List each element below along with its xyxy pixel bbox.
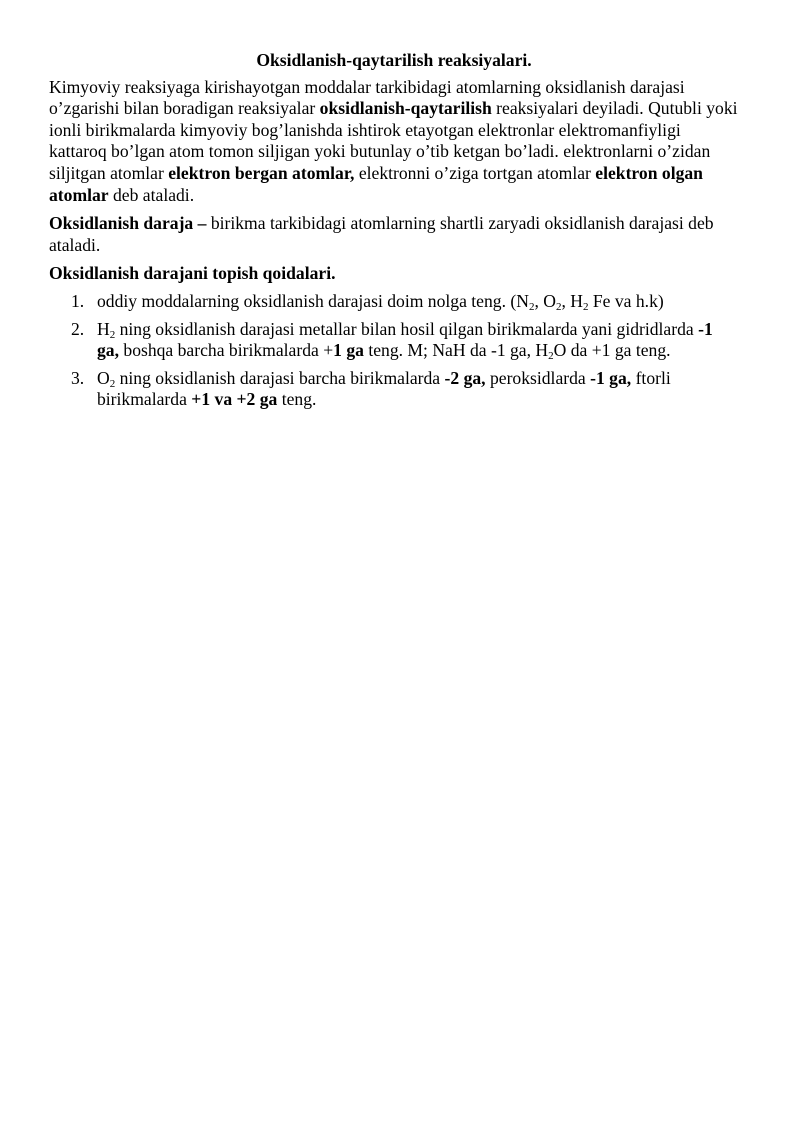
definition-term: Oksidlanish daraja – (49, 213, 207, 234)
rule-bold-value: +1 va +2 ga (191, 389, 278, 410)
rule-text: O da +1 ga teng. (553, 340, 671, 361)
rule-text: boshqa barcha birikmalarda + (119, 340, 334, 361)
rule-item (49, 291, 739, 313)
intro-bold-term: oksidlanish-qaytarilish (319, 98, 492, 119)
rules-heading: Oksidlanish darajani topish qoidalari. (49, 263, 336, 284)
intro-paragraph (49, 77, 739, 207)
rule-item (49, 319, 739, 362)
subscript: 2 (555, 300, 562, 313)
rule-text: ning oksidlanish darajasi barcha birikmalarda (115, 367, 445, 388)
rule-text: Fe va h.k) (588, 290, 664, 311)
rule-text: teng. M; NaH da -1 ga, H (363, 340, 549, 361)
intro-text: deb ataladi. (108, 184, 195, 205)
rule-item (49, 368, 739, 411)
definition-text: birikma tarkibidagi atomlarning shartli zaryadi oksidlanish darajasi deb ataladi. (49, 213, 714, 255)
subscript: 2 (548, 350, 554, 363)
rule-text: H (97, 318, 110, 339)
document-page (49, 50, 739, 417)
rule-bold-value: 1 ga (333, 340, 364, 361)
rules-list (49, 291, 739, 411)
intro-text: reaksiyalari deyiladi. Qutubli yoki ionli birikmalarda kimyoviy bog’lanishda ishtirok etayotgan elektronlar elektromanfiyligi kattaroq bo’lgan atom tomon siljigan yoki butunlay o’tib ketgan bo’ladi. elektronlarni o’zidan siljitgan atomlar (49, 98, 738, 183)
intro-bold-term: elektron olgan atomlar (49, 162, 703, 205)
subscript: 2 (582, 300, 589, 313)
rule-text: , O (534, 290, 556, 311)
subscript: 2 (109, 377, 116, 390)
rule-text: peroksidlarda (485, 367, 591, 388)
definition-paragraph (49, 213, 739, 256)
subscript: 2 (528, 300, 535, 313)
document-title: Oksidlanish-qaytarilish reaksiyalari. (256, 50, 532, 70)
rule-text: oddiy moddalarning oksidlanish darajasi doim nolga teng. (N (97, 290, 529, 311)
rule-number: 1. (71, 290, 85, 311)
rule-bold-value: -2 ga, (444, 367, 486, 388)
rule-text: ning oksidlanish darajasi metallar bilan hosil qilgan birikmalarda yani gidridlarda (115, 318, 699, 339)
rule-text: ftorli birikmalarda (97, 367, 671, 410)
rule-number: 3. (71, 367, 85, 388)
subscript: 2 (109, 328, 116, 341)
rule-bold-value: -1 ga, (97, 318, 713, 361)
rule-bold-value: -1 ga, (590, 367, 632, 388)
intro-text: Kimyoviy reaksiyaga kirishayotgan moddalar tarkibidagi atomlarning oksidlanish darajasi o’zgarishi bilan boradigan reaksiyalar (49, 76, 685, 119)
rule-number: 2. (71, 318, 85, 339)
rule-text: O (97, 367, 110, 388)
intro-text: elektronni o’ziga tortgan atomlar (354, 162, 596, 183)
rule-text: , H (561, 290, 583, 311)
intro-bold-term: elektron bergan atomlar, (168, 162, 355, 183)
rule-text: teng. (277, 389, 317, 410)
